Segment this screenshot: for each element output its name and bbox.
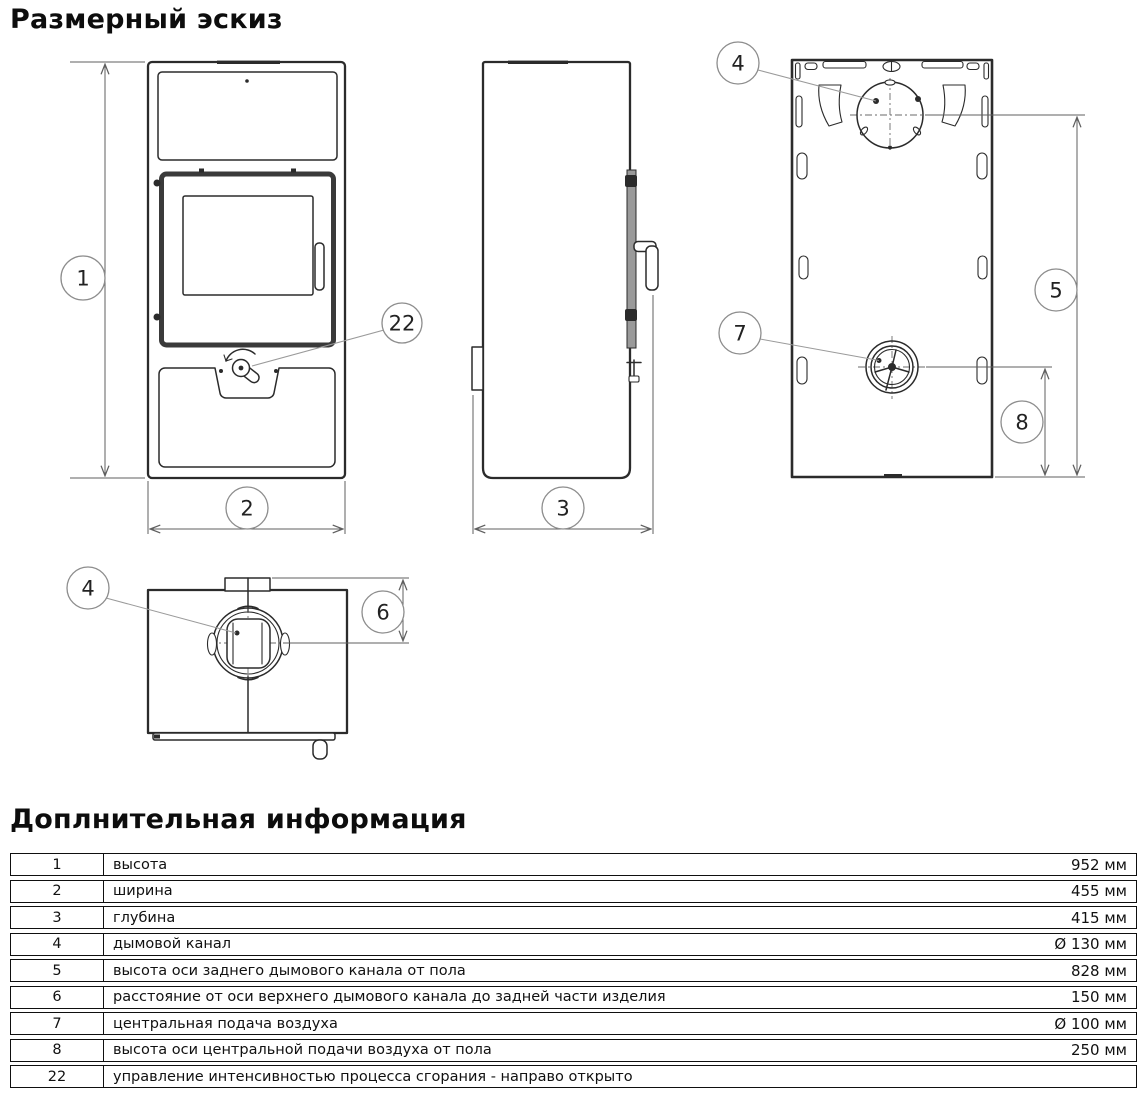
rear-outlet-side bbox=[472, 347, 483, 390]
table-row bbox=[10, 986, 1137, 1009]
callout-8-label: 8 bbox=[1015, 410, 1029, 435]
row-description: ширина bbox=[113, 883, 173, 899]
row-description: глубина bbox=[113, 909, 176, 926]
row-value: 952 мм bbox=[1070, 855, 1127, 874]
callout-1 bbox=[61, 256, 105, 300]
row-value: 415 мм bbox=[1070, 908, 1127, 927]
row-value: Ø 100 мм bbox=[1054, 1014, 1127, 1033]
table-row bbox=[10, 906, 1137, 929]
row-value: 250 мм bbox=[1070, 1041, 1127, 1059]
row-number: 7 bbox=[11, 1013, 104, 1034]
callout-6-label: 6 bbox=[376, 600, 390, 625]
door-glass bbox=[183, 196, 313, 295]
row-number: 1 bbox=[11, 854, 104, 875]
row-number: 22 bbox=[11, 1066, 104, 1087]
callout-5 bbox=[1035, 269, 1077, 311]
row-description: высота bbox=[113, 856, 168, 873]
page-title: Размерный эскиз bbox=[10, 4, 283, 35]
row-description: высота оси центральной подачи воздуха от пола bbox=[113, 1042, 492, 1058]
row-description: расстояние от оси верхнего дымового канала до задней части изделия bbox=[113, 989, 666, 1005]
row-value: Ø 130 мм bbox=[1054, 935, 1127, 953]
top-plate-mark bbox=[217, 61, 280, 64]
row-description: дымовой канал bbox=[113, 936, 232, 952]
row-description: управление интенсивностью процесса сгорания - направо открыто bbox=[113, 1068, 633, 1085]
side-door-handle bbox=[634, 242, 658, 291]
top-view-handle bbox=[313, 740, 327, 759]
callout-7-label: 7 bbox=[733, 321, 747, 346]
dimensions-table bbox=[10, 853, 1137, 1092]
dimension-1 bbox=[61, 62, 145, 478]
callout-2-label: 2 bbox=[240, 496, 254, 521]
table-row bbox=[10, 959, 1137, 982]
callout-6 bbox=[362, 591, 404, 633]
row-description: центральная подача воздуха bbox=[113, 1015, 338, 1032]
table-row bbox=[10, 880, 1137, 903]
door-handle bbox=[315, 243, 324, 290]
row-description: высота оси заднего дымового канала от пола bbox=[113, 962, 466, 979]
callout-3 bbox=[542, 487, 584, 529]
table-row bbox=[10, 1065, 1137, 1088]
callout-1-label: 1 bbox=[76, 266, 90, 291]
row-value: 150 мм bbox=[1070, 988, 1127, 1006]
callout-22-label: 22 bbox=[388, 311, 416, 336]
row-number: 3 bbox=[11, 907, 104, 928]
side-view bbox=[472, 61, 658, 478]
callout-4-top-label: 4 bbox=[81, 576, 95, 601]
front-view bbox=[148, 61, 345, 478]
row-value: 828 мм bbox=[1070, 961, 1127, 980]
callout-5-label: 5 bbox=[1049, 278, 1063, 303]
dimension-2 bbox=[148, 481, 345, 534]
callout-3-label: 3 bbox=[556, 496, 570, 521]
row-number: 2 bbox=[11, 881, 104, 902]
info-title: Доплнительная информация bbox=[10, 804, 467, 835]
hinge-top bbox=[154, 180, 161, 187]
table-row bbox=[10, 1012, 1137, 1035]
callout-2 bbox=[226, 487, 268, 529]
callout-8 bbox=[1001, 401, 1043, 443]
table-row bbox=[10, 853, 1137, 876]
hinge-bottom bbox=[154, 314, 161, 321]
table-row bbox=[10, 1039, 1137, 1062]
row-number: 8 bbox=[11, 1040, 104, 1061]
front-edge bbox=[153, 733, 335, 740]
row-value: 455 мм bbox=[1070, 882, 1127, 900]
rear-view bbox=[792, 60, 992, 478]
row-number: 4 bbox=[11, 934, 104, 955]
row-number: 6 bbox=[11, 987, 104, 1008]
table-row bbox=[10, 933, 1137, 956]
callout-4-label: 4 bbox=[731, 51, 745, 76]
top-view bbox=[148, 578, 347, 759]
row-number: 5 bbox=[11, 960, 104, 981]
row-value bbox=[1127, 1066, 1136, 1087]
door-hinge-strip bbox=[627, 170, 636, 348]
